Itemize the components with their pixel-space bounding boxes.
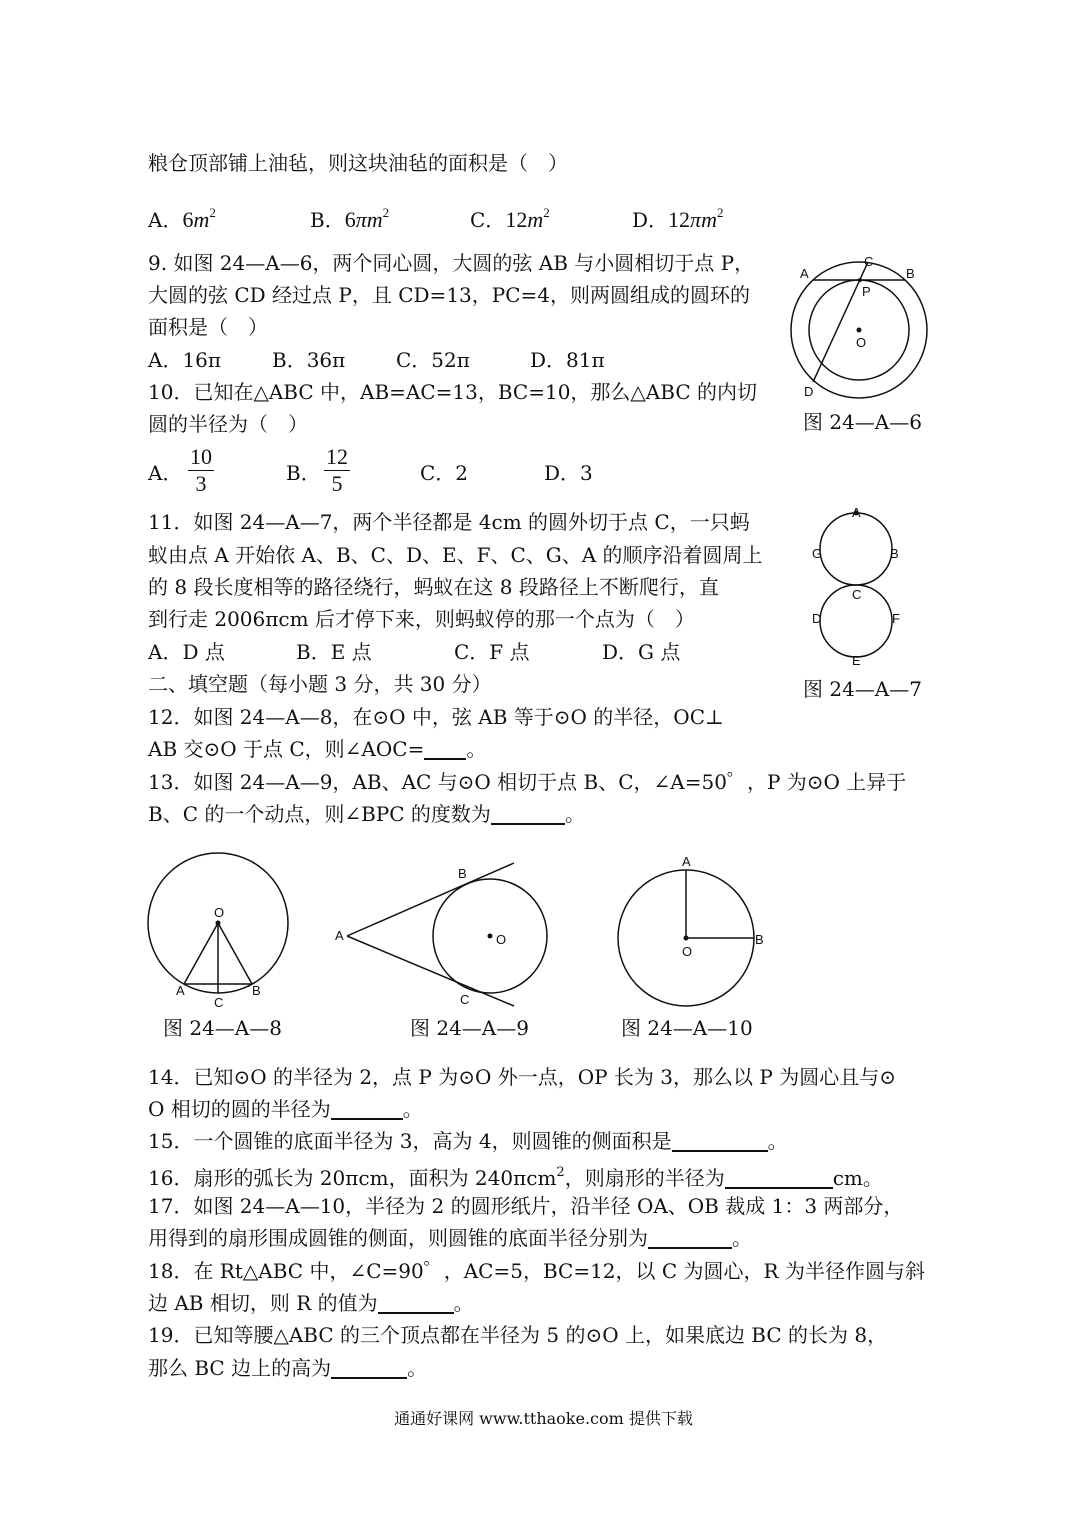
q10-option-a-letter: A． — [148, 461, 183, 485]
figure-24-a-8 — [146, 853, 296, 1013]
fig8-label-c: C — [214, 995, 224, 1010]
q16-line: 16．扇形的弧长为 20πcm，面积为 240πcm$^2$，则扇形的半径为 cm。 — [148, 1165, 883, 1190]
fig6-caption: 图 24—A—6 — [803, 410, 922, 434]
fig8-label-o: O — [214, 905, 225, 920]
q15-answer-blank — [672, 1128, 768, 1152]
figure-24-a-10 — [610, 852, 770, 1012]
section-heading: 二、填空题（每小题 3 分，共 30 分） — [148, 672, 492, 696]
q11-line-2: 蚁由点 A 开始依 A、B、C、D、E、F、C、G、A 的顺序沿着圆周上 — [148, 543, 763, 567]
q19-answer-blank — [331, 1355, 407, 1379]
q11-line-4: 到行走 2006πcm 后才停下来，则蚂蚁停的那一个点为（ ） — [148, 607, 695, 631]
fig9-label-c: C — [460, 992, 470, 1007]
fig8-label-b: B — [252, 983, 261, 998]
fig8-label-a: A — [176, 983, 185, 998]
fig7-label-f: F — [892, 611, 900, 626]
fig10-label-a: A — [682, 854, 691, 869]
q16-answer-blank — [725, 1165, 833, 1189]
q8-option-c: C．$12m^2$ — [470, 205, 550, 232]
q11-line-1: 11．如图 24—A—7，两个半径都是 4cm 的圆外切于点 C，一只蚂 — [148, 510, 750, 534]
q13-line-1: 13．如图 24—A—9，AB、AC 与⊙O 相切于点 B、C，∠A=50゜，P 为⊙O 上异于 — [148, 770, 907, 794]
q10-option-a-denominator: 3 — [195, 471, 207, 496]
q10-option-b-fraction — [324, 444, 350, 497]
q9-line-3: 面积是（ ） — [148, 315, 268, 339]
fig10-caption: 图 24—A—10 — [621, 1016, 753, 1040]
q11-line-3: 的 8 段长度相等的路径绕行，蚂蚁在这 8 段路径上不断爬行，直 — [148, 575, 719, 599]
fig6-label-a: A — [800, 266, 809, 281]
fig8-caption: 图 24—A—8 — [163, 1016, 282, 1040]
fig6-label-b: B — [906, 266, 915, 281]
q17-line-1: 17．如图 24—A—10，半径为 2 的圆形纸片，沿半径 OA、OB 裁成 1：3 两部分， — [148, 1194, 904, 1218]
q12-line-2: AB 交⊙O 于点 C，则∠AOC= 。 — [148, 737, 487, 761]
q11-option-a: A．D 点 — [148, 640, 225, 664]
q12-line-1: 12．如图 24—A—8，在⊙O 中，弦 AB 等于⊙O 的半径，OC⊥ — [148, 705, 724, 729]
q19-line-1: 19．已知等腰△ABC 的三个顶点都在半径为 5 的⊙O 上，如果底边 BC 的长为 8， — [148, 1323, 888, 1347]
fig9-label-a: A — [335, 928, 344, 943]
q8-option-b: B．$6\pi m^2$ — [310, 205, 390, 232]
q9-line-1: 9. 如图 24—A—6，两个同心圆，大圆的弦 AB 与小圆相切于点 P， — [148, 251, 755, 275]
fig7-label-c: C — [852, 587, 862, 602]
fig6-label-o: O — [856, 335, 867, 350]
figure-24-a-9 — [332, 858, 554, 1010]
q10-option-b-numerator: 12 — [326, 444, 348, 469]
fig6-label-d: D — [804, 384, 814, 399]
fig9-label-b: B — [458, 866, 467, 881]
q10-option-a-fraction — [188, 444, 214, 497]
q10-option-b-letter: B． — [286, 461, 321, 485]
q19-line-2: 那么 BC 边上的高为 。 — [148, 1356, 428, 1380]
fig7-label-g: G — [812, 546, 823, 561]
q9-option-a: A．16π — [148, 348, 222, 372]
q11-option-b: B．E 点 — [296, 640, 372, 664]
fig10-label-o: O — [682, 944, 693, 959]
q9-option-b: B．36π — [272, 348, 346, 372]
page-footer: 通通好课网 www.tthaoke.com 提供下载 — [394, 1409, 693, 1428]
q10-option-a-numerator: 10 — [190, 444, 212, 469]
fig7-label-d: D — [812, 611, 822, 626]
q11-option-c: C．F 点 — [454, 640, 530, 664]
q8-option-a: A．$6m^2$ — [148, 205, 216, 232]
q15-line: 15．一个圆锥的底面半径为 3，高为 4，则圆锥的侧面积是 。 — [148, 1129, 788, 1153]
q14-line-2: O 相切的圆的半径为 。 — [148, 1097, 423, 1121]
figure-24-a-7 — [808, 503, 908, 667]
q8-continuation: 粮仓顶部铺上油毡，则这块油毡的面积是（ ） — [148, 151, 568, 175]
fig9-caption: 图 24—A—9 — [410, 1016, 529, 1040]
fig7-label-e: E — [852, 653, 861, 668]
q13-line-2: B、C 的一个动点，则∠BPC 的度数为 。 — [148, 802, 585, 826]
q11-option-d: D．G 点 — [602, 640, 681, 664]
q8-option-d: D．$12\pi m^2$ — [632, 205, 724, 232]
q9-option-d: D．81π — [530, 348, 605, 372]
fig10-label-b: B — [755, 932, 764, 947]
q12-answer-blank — [424, 736, 466, 760]
q17-answer-blank — [648, 1225, 732, 1249]
q10-option-d: D．3 — [544, 461, 593, 485]
q10-line-1: 10．已知在△ABC 中，AB=AC=13，BC=10，那么△ABC 的内切 — [148, 380, 757, 404]
fig6-label-c: C — [864, 254, 874, 269]
fig7-label-b: B — [890, 546, 899, 561]
q18-line-1: 18．在 Rt△ABC 中，∠C=90゜，AC=5，BC=12，以 C 为圆心，R 为半径作圆与斜 — [148, 1259, 925, 1283]
fig7-label-a: A — [852, 505, 861, 520]
q13-answer-blank — [491, 801, 565, 825]
q9-option-c: C．52π — [396, 348, 470, 372]
q18-line-2: 边 AB 相切，则 R 的值为 。 — [148, 1291, 474, 1315]
q10-option-b-denominator: 5 — [331, 471, 343, 496]
q9-line-2: 大圆的弦 CD 经过点 P，且 CD=13，PC=4，则两圆组成的圆环的 — [148, 283, 751, 307]
fig9-label-o: O — [496, 932, 507, 947]
q10-line-2: 圆的半径为（ ） — [148, 412, 308, 436]
q17-line-2: 用得到的扇形围成圆锥的侧面，则圆锥的底面半径分别为 。 — [148, 1226, 752, 1250]
q10-option-c: C．2 — [420, 461, 469, 485]
q14-line-1: 14．已知⊙O 的半径为 2，点 P 为⊙O 外一点，OP 长为 3，那么以 P 为圆心且与⊙ — [148, 1065, 896, 1089]
fig6-label-p: P — [862, 284, 871, 299]
fig7-caption: 图 24—A—7 — [803, 677, 922, 701]
q18-answer-blank — [378, 1290, 454, 1314]
figure-24-a-6 — [786, 254, 936, 400]
q14-answer-blank — [331, 1096, 403, 1120]
